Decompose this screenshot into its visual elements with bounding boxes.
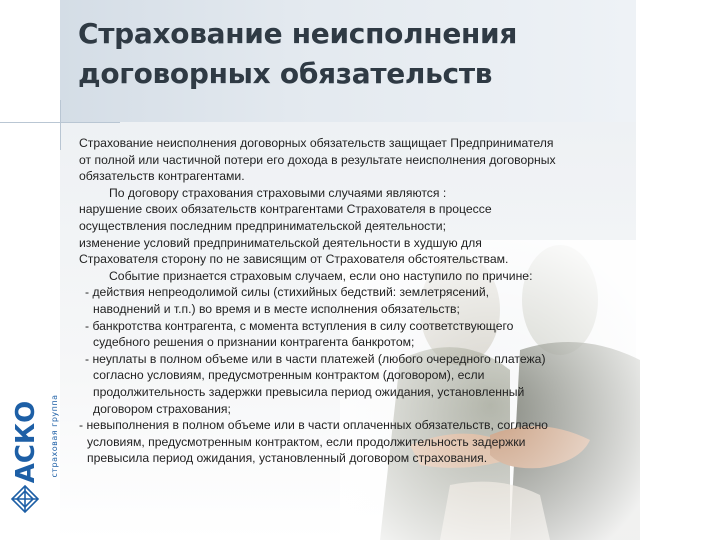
decor-vertical-line [60,100,61,150]
intro-paragraph: Страхование неисполнения договорных обязательств защищает Предпринимателя от полной или частичной потери его дохода в результате неисполнения договорных обязательств контрагентами. [79,136,556,184]
cause-force-majeure: - действия непреодолимой силы (стихийных бедствий: землетрясений, наводнений и т.п.) во время и в месте исполнения обязательств; [85,285,490,316]
asko-logo-icon [10,484,40,514]
insured-event-1: нарушение своих обязательств контрагентами Страхователя в процессе осуществления последним предпринимательской деятельности; [79,202,492,233]
insured-event-2: изменение условий предпринимательской деятельности в худшую для Страхователя сторону по не зависящим от Страхователя обстоятельствам. [79,235,509,267]
logo-subtitle: страховая группа [50,394,59,478]
cause-nonperformance: - невыполнения в полном объеме или в части оплаченных обязательств, согласно условиям, предусмотренным контрактом, если продолжительность задержки превысила период ожидания, установленный договором страхования. [79,418,548,466]
slide-title: Страхование неисполнения договорных обязательств [78,17,518,90]
cause-bankruptcy: - банкротства контрагента, с момента вступления в силу соответствующего судебного решения о признании контрагента банкротом; [85,318,514,350]
company-logo [6,380,59,530]
logo-word: АСКО [11,400,41,484]
insured-events-heading: По договору страхования страховыми случаями являются : [109,185,447,200]
cause-nonpayment: - неуплаты в полном объеме или в части платежей (любого очередного платежа) согласно условиям, предусмотренным контрактом (договором), если продолжительность задержки превысила период ожидания, установленный договором страхования; [85,351,546,416]
body-text [79,135,559,467]
causes-heading: Событие признается страховым случаем, если оно наступило по причине: [109,268,533,283]
